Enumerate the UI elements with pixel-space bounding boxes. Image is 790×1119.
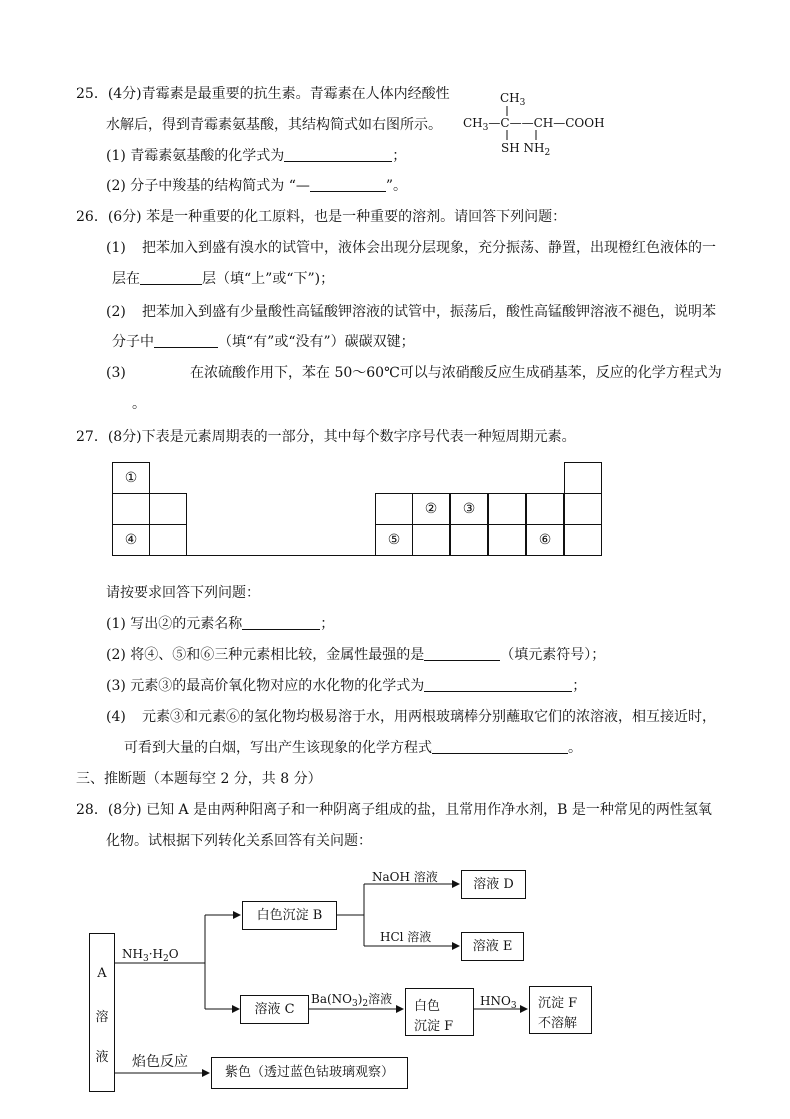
box-purple-observation: 紫色（透过蓝色钴玻璃观察） [211,1057,408,1089]
q26-p3-text: 在浓硫酸作用下，苯在 50～60℃可以与浓硝酸反应生成硝基苯，反应的化学方程式为 [190,365,722,381]
box-f-insoluble: 沉淀 F 不溶解 [529,986,592,1034]
element-cell-6: ⑥ [526,524,564,556]
q28-stem-line2: 化物。试根据下列转化关系回答有关问题： [106,833,372,849]
reagent-hcl: HCl 溶液 [380,930,432,944]
element-cell-5: ⑤ [375,524,413,556]
q25-stem-line1: 25．(4分)青霉素是最重要的抗生素。青霉素在人体内经酸性 [76,86,450,102]
formula-ch3-top: CH [500,91,520,105]
flame-test-label: 焰色反应 [132,1054,188,1070]
formula-main-chain: —C——CH—COOH [488,116,605,130]
q27-s4-text: 元素③和元素⑥的氢化物均极易溶于水，用两根玻璃棒分别蘸取它们的浓溶液，相互接近时， [142,709,716,725]
formula-ch3-left: CH [463,116,483,130]
q26-p2-num: (2) [106,304,126,320]
q27-stem: 27．(8分)下表是元素周期表的一部分，其中每个数字序号代表一种短周期元素。 [76,429,576,445]
element-cell-3: ③ [450,493,488,525]
reagent-ammonia: $NH_3\cdot H_2O$ [122,947,179,964]
box-f-white-precipitate: 白色 沉淀 F [405,988,474,1036]
section-heading: 三、推断题（本题每空 2 分，共 8 分） [76,771,322,787]
element-cell-1: ① [112,462,150,494]
q25-stem-line2: 水解后，得到青霉素氨基酸，其结构简式如右图所示。 [106,117,442,133]
q26-stem: 26．(6分) 苯是一种重要的化工原料，也是一种重要的溶剂。请回答下列问题： [76,209,567,225]
q25-sub1: (1) 青霉素氨基酸的化学式为 [106,148,285,164]
reagent-barium-nitrate: $Ba(NO_3)_2$溶液 [311,992,393,1009]
element-cell-4: ④ [112,524,150,556]
q26-p1-text: 把苯加入到盛有溴水的试管中，液体会出现分层现象，充分振荡、静置，出现橙红色液体的一 [142,240,716,256]
box-c-solution: 溶液 C [240,995,309,1024]
box-b-white-precipitate: 白色沉淀 B [242,901,337,930]
formula-sh-nh2: SH NH [501,141,545,155]
q26-p2-text: 把苯加入到盛有少量酸性高锰酸钾溶液的试管中，振荡后，酸性高锰酸钾溶液不褪色，说明苯 [142,304,716,320]
q27-prompt: 请按要求回答下列问题： [106,585,260,601]
box-a-solution: A 溶 液 [89,933,115,1092]
q26-p1-num: (1) [106,240,126,256]
reagent-nitric-acid: $HNO_3$ [480,994,517,1011]
box-e-solution: 溶液 E [461,932,524,961]
element-cell-2: ② [412,493,450,525]
q26-p3-num: (3) [106,365,126,381]
q25-sub2: (2) 分子中羧基的结构简式为 “— [106,178,310,194]
reagent-naoh: NaOH 溶液 [372,870,438,884]
q28-stem-line1: 28．(8分) 已知 A 是由两种阳离子和一种阴离子组成的盐，且常用作净水剂，B 是一种常见的两性氢氧 [76,802,712,818]
box-d-solution: 溶液 D [461,870,526,899]
